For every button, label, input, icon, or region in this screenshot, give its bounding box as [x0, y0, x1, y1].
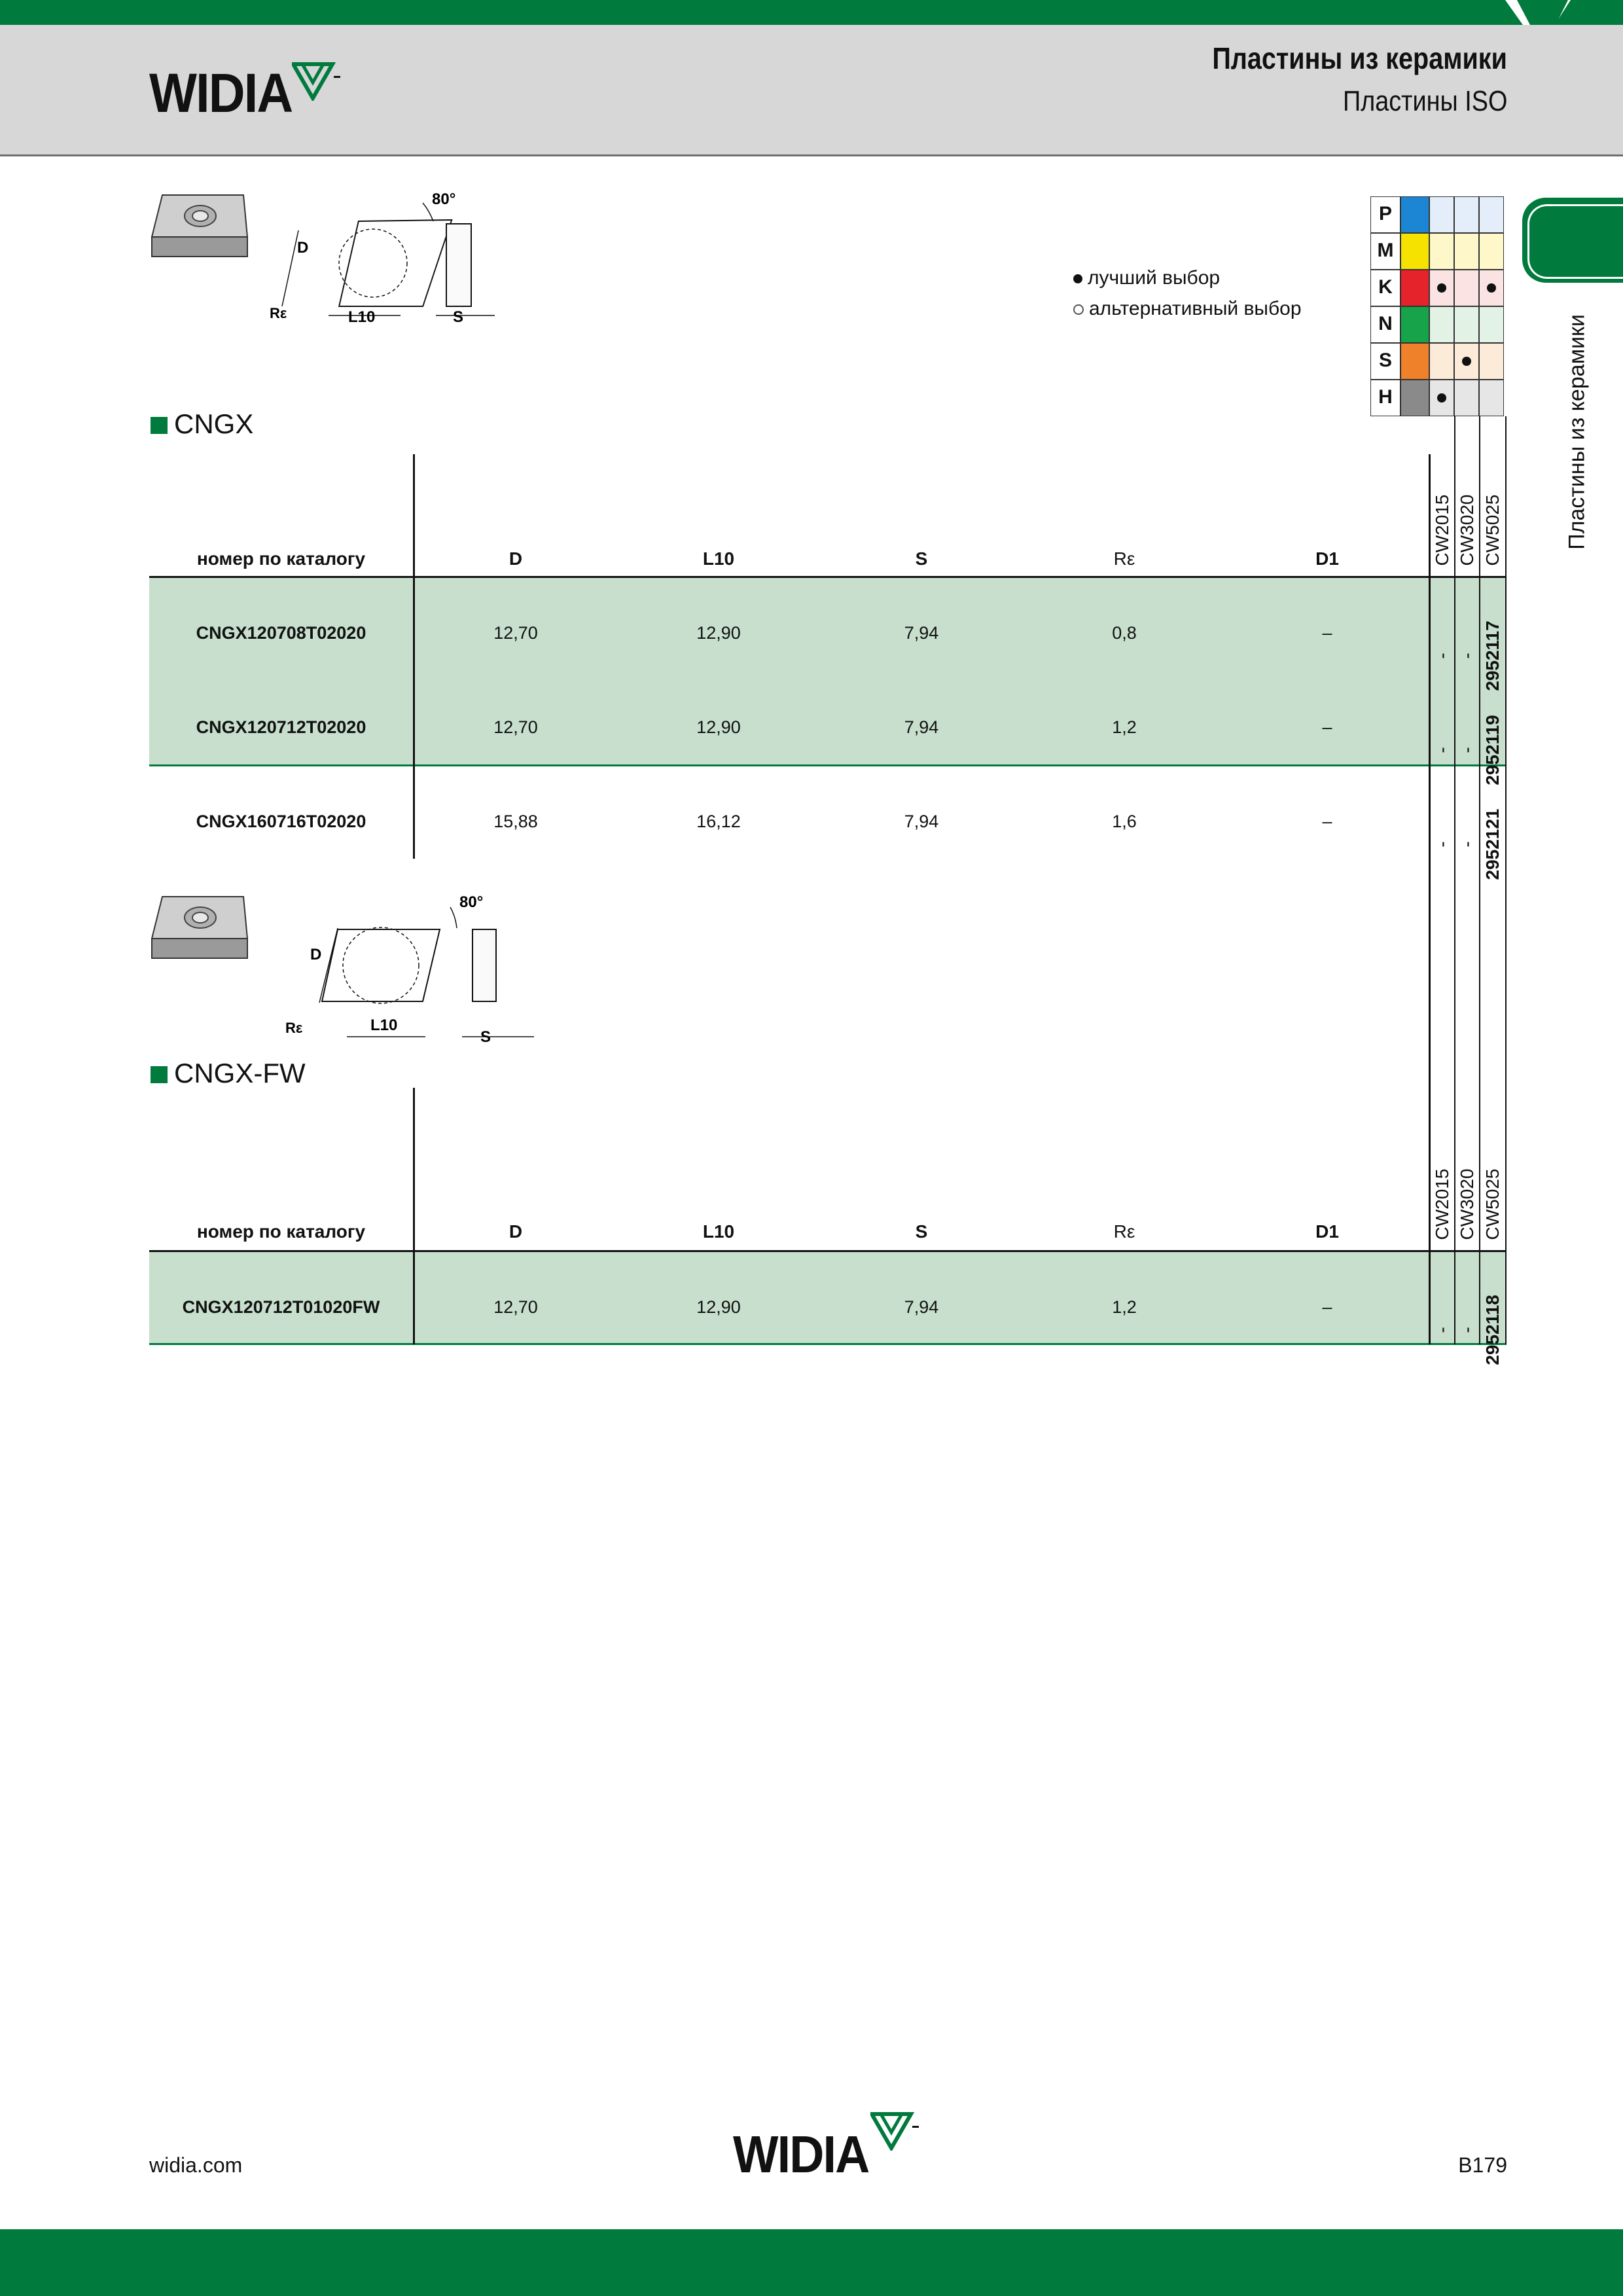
col-header-catalog: номер по каталогу	[196, 1221, 366, 1242]
dim-l10-label: L10	[348, 308, 376, 326]
material-color-swatch	[1400, 233, 1429, 270]
widia-logo-mark-icon	[292, 62, 344, 101]
cell-d: 15,88	[493, 812, 538, 831]
grade-header-cw2015: CW2015	[1432, 494, 1452, 566]
legend-best: лучший выбор	[1073, 267, 1220, 289]
material-grade-cell	[1454, 380, 1479, 416]
page-number: B179	[1458, 2153, 1507, 2177]
col-header-d: D	[508, 548, 523, 569]
col-header-re: Rε	[1113, 548, 1135, 569]
catalog-number-cell[interactable]: CNGX120708T02020	[196, 623, 366, 643]
best-choice-dot-icon	[1462, 357, 1471, 366]
order-number-cell[interactable]: 2952121	[1482, 808, 1503, 880]
cell-d1: –	[1322, 812, 1332, 831]
table2-bottom-rule	[149, 1343, 1507, 1345]
col-header-re: Rε	[1113, 1221, 1135, 1242]
order-number-cell[interactable]: 2952119	[1482, 715, 1503, 785]
cngx-fw-insert-diagram	[148, 891, 554, 1049]
cell-re: 1,6	[1112, 812, 1137, 831]
cell-d1: –	[1322, 717, 1332, 737]
cell-d: 12,70	[493, 623, 538, 643]
section-heading-cngx: CNGX	[151, 408, 253, 440]
order-number-cell[interactable]: 2952117	[1482, 620, 1503, 691]
cell-s: 7,94	[904, 1297, 939, 1317]
material-color-swatch	[1400, 306, 1429, 343]
cell-re: 0,8	[1112, 623, 1137, 643]
bottom-green-bar	[0, 2229, 1623, 2296]
cell-s: 7,94	[904, 623, 939, 643]
cell-l10: 12,90	[696, 623, 741, 643]
green-square-icon	[151, 1066, 168, 1083]
hollow-dot-icon	[1073, 304, 1084, 315]
side-tab-label: Пластины из керамики	[1564, 314, 1590, 550]
widia-logo-mark-icon	[870, 2111, 923, 2151]
dim-d-label: D	[310, 946, 322, 963]
material-grade-cell	[1479, 306, 1504, 343]
grade-unavailable-cell: -	[1432, 747, 1452, 753]
cngx-insert-diagram	[148, 190, 501, 327]
grade-unavailable-cell: -	[1432, 653, 1452, 659]
col-header-l10: L10	[702, 1221, 735, 1242]
col-header-catalog: номер по каталогу	[196, 548, 366, 569]
material-grade-cell	[1454, 270, 1479, 306]
grade-unavailable-cell: -	[1457, 841, 1477, 848]
col-header-s: S	[915, 1221, 928, 1242]
col-header-s: S	[915, 548, 928, 569]
cell-re: 1,2	[1112, 1297, 1137, 1317]
table1-catalog-divider	[413, 454, 415, 859]
catalog-number-cell[interactable]: CNGX160716T02020	[196, 812, 366, 831]
cell-re: 1,2	[1112, 717, 1137, 737]
dim-d-label: D	[297, 239, 309, 257]
dim-s-label: S	[453, 308, 464, 326]
grade-unavailable-cell: -	[1432, 841, 1452, 848]
material-letter-m: M	[1370, 233, 1400, 270]
insert-3d-icon	[152, 897, 247, 958]
cell-d: 12,70	[493, 717, 538, 737]
cell-d1: –	[1322, 623, 1332, 643]
material-grade-cell	[1454, 233, 1479, 270]
table2-header-rule	[149, 1250, 1507, 1252]
grade-header-cw3020: CW3020	[1457, 1168, 1477, 1240]
material-grade-cell	[1429, 306, 1454, 343]
catalog-number-cell[interactable]: CNGX120712T02020	[196, 717, 366, 737]
material-letter-h: H	[1370, 380, 1400, 416]
cell-s: 7,94	[904, 717, 939, 737]
cell-d: 12,70	[493, 1297, 538, 1317]
material-grade-cell	[1479, 343, 1504, 380]
grade-unavailable-cell: -	[1457, 1327, 1477, 1333]
material-color-swatch	[1400, 270, 1429, 306]
cell-l10: 16,12	[696, 812, 741, 831]
legend-alternative: альтернативный выбор	[1073, 298, 1302, 320]
material-grade-cell	[1454, 343, 1479, 380]
cell-s: 7,94	[904, 812, 939, 831]
material-group-grid	[1370, 196, 1466, 416]
green-square-icon	[151, 417, 168, 434]
best-choice-dot-icon	[1437, 393, 1446, 403]
material-grade-cell	[1429, 380, 1454, 416]
material-grade-cell	[1479, 233, 1504, 270]
material-letter-p: P	[1370, 196, 1400, 233]
material-color-swatch	[1400, 343, 1429, 380]
material-color-swatch	[1400, 196, 1429, 233]
col-header-d1: D1	[1315, 1221, 1339, 1242]
grade-header-cw2015: CW2015	[1432, 1168, 1452, 1240]
header-subtitle: Пластины ISO	[1342, 85, 1507, 117]
dim-l10-label: L10	[370, 1016, 398, 1034]
dim-angle-label: 80°	[432, 190, 456, 208]
footer-logo: WIDIA	[733, 2128, 881, 2181]
best-choice-dot-icon	[1487, 283, 1496, 293]
dim-re-label: Rε	[285, 1020, 303, 1036]
filled-dot-icon	[1073, 274, 1082, 283]
order-number-cell[interactable]: 2952118	[1482, 1295, 1503, 1365]
material-grade-cell	[1454, 306, 1479, 343]
material-grade-cell	[1479, 380, 1504, 416]
material-color-swatch	[1400, 380, 1429, 416]
catalog-number-cell[interactable]: CNGX120712T01020FW	[182, 1297, 380, 1317]
header-title: Пластины из керамики	[1212, 41, 1507, 75]
material-grade-cell	[1479, 270, 1504, 306]
material-grade-cell	[1429, 233, 1454, 270]
grade-header-cw3020: CW3020	[1457, 494, 1477, 566]
cell-l10: 12,90	[696, 717, 741, 737]
grade-unavailable-cell: -	[1457, 747, 1477, 753]
col-header-l10: L10	[702, 548, 735, 569]
insert-3d-icon	[152, 195, 247, 257]
dim-s-label: S	[480, 1028, 491, 1046]
material-grade-cell	[1479, 196, 1504, 233]
material-letter-s: S	[1370, 343, 1400, 380]
material-grade-cell	[1454, 196, 1479, 233]
grade-header-cw5025: CW5025	[1482, 494, 1503, 566]
material-letter-k: K	[1370, 270, 1400, 306]
dim-re-label: Rε	[270, 305, 287, 321]
table2-catalog-divider	[413, 1088, 415, 1344]
header-logo: WIDIA	[149, 65, 304, 120]
material-grade-cell	[1429, 196, 1454, 233]
footer-url[interactable]: widia.com	[149, 2153, 243, 2177]
table1-group-rule	[149, 764, 1507, 766]
table1-header-rule	[149, 576, 1507, 578]
grade-col-line-4	[1505, 416, 1507, 1344]
cell-l10: 12,90	[696, 1297, 741, 1317]
cell-d1: –	[1322, 1297, 1332, 1317]
material-grade-cell	[1429, 270, 1454, 306]
material-grade-cell	[1429, 343, 1454, 380]
best-choice-dot-icon	[1437, 283, 1446, 293]
grade-unavailable-cell: -	[1457, 653, 1477, 659]
dim-angle-label: 80°	[459, 893, 484, 911]
grade-unavailable-cell: -	[1432, 1327, 1452, 1333]
col-header-d: D	[508, 1221, 523, 1242]
grade-header-cw5025: CW5025	[1482, 1168, 1503, 1240]
top-green-stripe	[0, 0, 1623, 25]
col-header-d1: D1	[1315, 548, 1339, 569]
material-letter-n: N	[1370, 306, 1400, 343]
side-tab-border	[1527, 204, 1623, 279]
section-heading-cngx-fw: CNGX-FW	[151, 1058, 306, 1089]
